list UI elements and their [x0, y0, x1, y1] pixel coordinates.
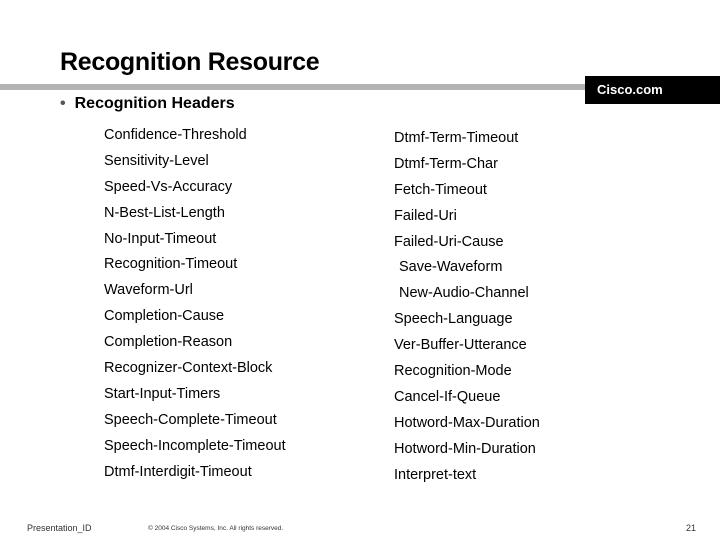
- list-item: Recognition-Timeout: [104, 256, 238, 273]
- bullet-heading: [60, 95, 235, 113]
- list-item: Save-Waveform: [399, 259, 503, 276]
- list-item: Recognizer-Context-Block: [104, 360, 273, 377]
- list-item: No-Input-Timeout: [104, 230, 217, 247]
- list-item: Interpret-text: [394, 466, 477, 483]
- slide-title: Recognition Resource: [60, 48, 320, 76]
- brand-logo: Cisco.com: [585, 76, 720, 104]
- list-item: Failed-Uri: [394, 207, 457, 224]
- list-item: Speech-Incomplete-Timeout: [104, 437, 286, 454]
- bullet-text: Recognition Headers: [74, 95, 235, 112]
- list-item: N-Best-List-Length: [104, 204, 225, 221]
- list-item: Completion-Cause: [104, 308, 225, 325]
- header-list-left: [104, 125, 286, 487]
- list-item: Fetch-Timeout: [394, 181, 487, 198]
- list-item: Speed-Vs-Accuracy: [104, 178, 233, 195]
- list-item: Ver-Buffer-Utterance: [394, 337, 527, 354]
- presentation-id: Presentation_ID: [27, 523, 92, 533]
- list-item: Hotword-Max-Duration: [394, 414, 540, 431]
- list-item: New-Audio-Channel: [399, 285, 529, 302]
- list-item: Confidence-Threshold: [104, 127, 247, 143]
- bullet-icon: •: [60, 95, 66, 112]
- copyright-notice: © 2004 Cisco Systems, Inc. All rights reserved.: [148, 525, 284, 532]
- list-item: Hotword-Min-Duration: [394, 440, 536, 457]
- header-list-right: [394, 128, 540, 490]
- list-item: Speech-Complete-Timeout: [104, 411, 277, 428]
- list-item: Failed-Uri-Cause: [394, 233, 504, 250]
- list-item: Speech-Language: [394, 311, 513, 328]
- list-item: Waveform-Url: [104, 282, 193, 299]
- list-item: Dtmf-Interdigit-Timeout: [104, 463, 252, 480]
- list-item: Recognition-Mode: [394, 363, 512, 380]
- list-item: Start-Input-Timers: [104, 385, 221, 402]
- list-item: Completion-Reason: [104, 334, 233, 351]
- list-item: Cancel-If-Queue: [394, 388, 501, 405]
- title-divider: [0, 84, 585, 90]
- page-number: 21: [686, 523, 697, 533]
- list-item: Dtmf-Term-Timeout: [394, 130, 519, 146]
- list-item: Dtmf-Term-Char: [394, 155, 498, 172]
- list-item: Sensitivity-Level: [104, 152, 209, 169]
